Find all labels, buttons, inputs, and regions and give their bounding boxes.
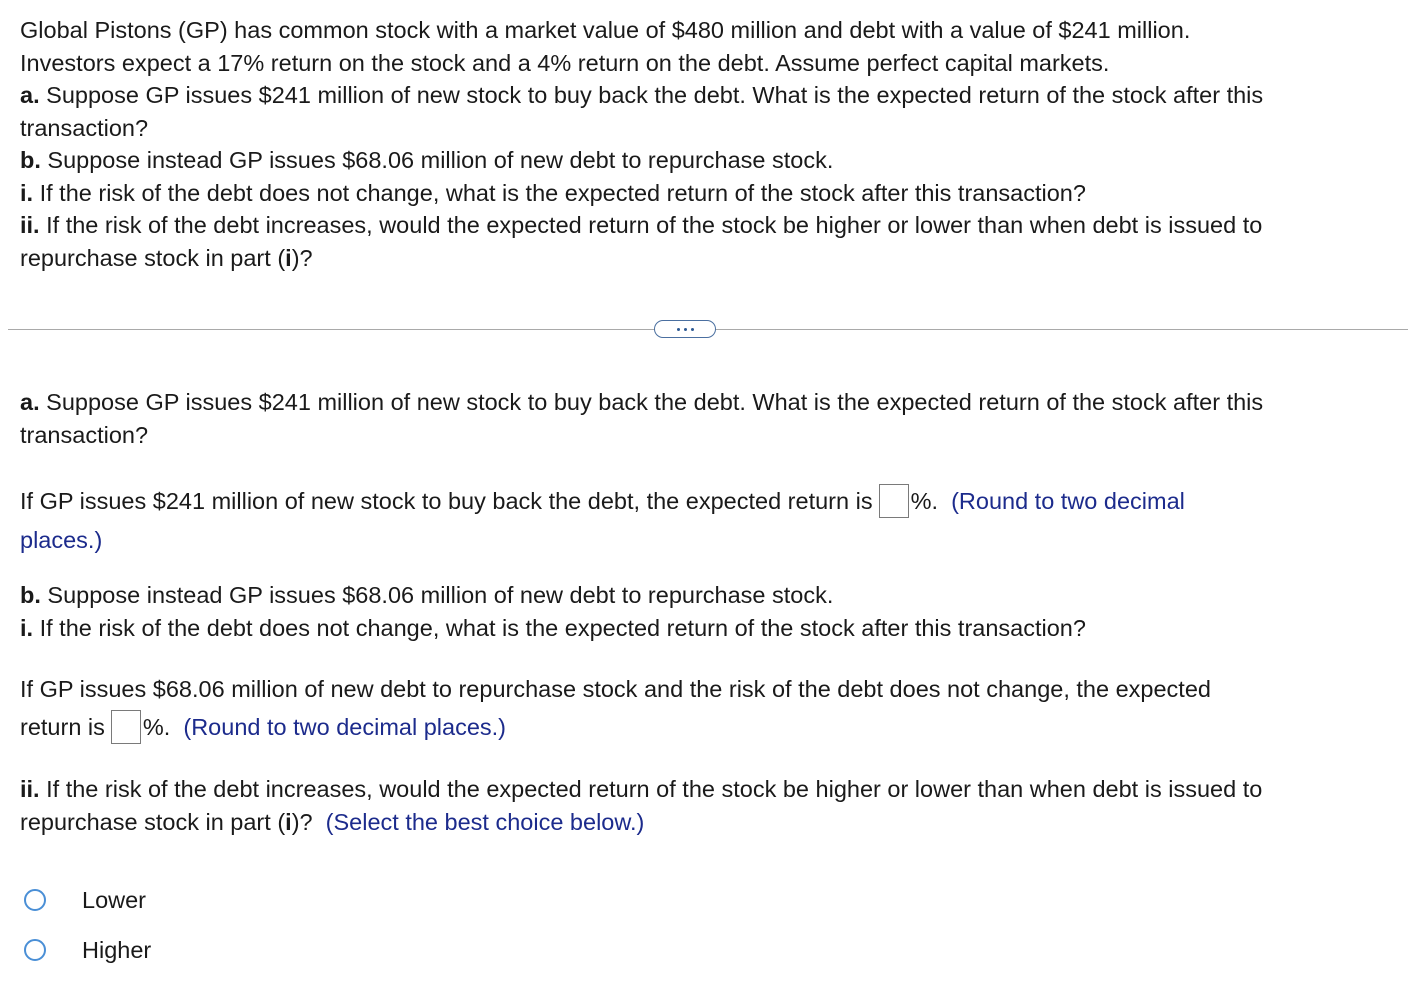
part-a-label: a.	[20, 82, 40, 108]
question-a-answer	[20, 482, 1396, 560]
answer-b-prefix: return is	[20, 714, 105, 740]
question-a-answer-line-1	[20, 482, 1396, 521]
question-c-hint: (Select the best choice below.)	[325, 808, 645, 835]
part-a-text: Suppose GP issues $241 million of new stock to buy back the debt. What is the expected return of the stock after this	[39, 82, 1264, 108]
answer-b-suffix: %.	[142, 714, 171, 740]
answer-b-line-2	[20, 708, 1396, 746]
question-b-text: Suppose instead GP issues $68.06 million of new debt to repurchase stock.	[40, 582, 834, 608]
answer-a-suffix: %.	[910, 488, 939, 514]
choice-higher-label: Higher	[82, 936, 152, 963]
question-a-line-1	[20, 386, 1396, 419]
question-b-answer	[20, 670, 1396, 746]
answer-a-hint: (Round to two decimal	[951, 488, 1185, 514]
question-b-label: b.	[20, 582, 41, 608]
question-c-text-end: )?	[291, 808, 313, 835]
question-c	[20, 773, 1396, 838]
question-a-line-2: transaction?	[20, 421, 149, 448]
question-b-line-1	[20, 579, 1396, 612]
part-bii-text: If the risk of the debt increases, would the expected return of the stock be higher or lower than when debt is issued to	[39, 212, 1263, 238]
choice-lower[interactable]	[24, 885, 147, 915]
question-c-label: ii.	[20, 776, 40, 802]
question-c-text-cont: repurchase stock in part (	[20, 808, 286, 835]
problem-line-1: Global Pistons (GP) has common stock with a market value of $480 million and debt with a value of $241 million.	[20, 17, 1191, 43]
part-bi-label: i.	[20, 179, 34, 206]
question-a	[20, 386, 1396, 451]
expand-button[interactable]	[654, 320, 716, 338]
problem-statement	[20, 14, 1396, 274]
choice-lower-label: Lower	[82, 886, 147, 913]
answer-b-input[interactable]	[111, 710, 141, 744]
question-c-line-2	[20, 806, 1396, 839]
problem-part-bi	[20, 177, 1396, 210]
problem-part-a-cont: transaction?	[20, 114, 149, 141]
problem-part-bii	[20, 209, 1396, 242]
question-bi-text: If the risk of the debt does not change, what is the expected return of the stock after this transaction?	[33, 614, 1086, 641]
ellipsis-icon	[677, 328, 680, 331]
ellipsis-icon	[691, 328, 694, 331]
question-bi-label: i.	[20, 614, 34, 641]
problem-line-2: Investors expect a 17% return on the stock and a 4% return on the debt. Assume perfect capital markets.	[20, 49, 1110, 76]
ellipsis-icon	[684, 328, 687, 331]
part-ref: i	[285, 244, 292, 271]
question-c-ref: i	[285, 808, 292, 835]
question-bi-line	[20, 612, 1396, 645]
part-bi-text: If the risk of the debt does not change, what is the expected return of the stock after this transaction?	[33, 179, 1086, 206]
part-bii-label: ii.	[20, 212, 40, 238]
answer-a-hint-cont: places.)	[20, 527, 103, 553]
part-b-label: b.	[20, 147, 41, 173]
question-c-line-1	[20, 773, 1396, 806]
question-c-text: If the risk of the debt increases, would the expected return of the stock be higher or lower than when debt is issued to	[39, 776, 1263, 802]
answer-b-hint: (Round to two decimal places.)	[183, 714, 507, 740]
radio-lower[interactable]	[24, 889, 46, 911]
answer-a-prefix: If GP issues $241 million of new stock to buy back the debt, the expected return is	[20, 488, 873, 514]
part-b-text: Suppose instead GP issues $68.06 million of new debt to repurchase stock.	[40, 147, 834, 173]
problem-part-a	[20, 79, 1396, 112]
question-a-label: a.	[20, 389, 40, 415]
radio-higher[interactable]	[24, 939, 46, 961]
question-a-text: Suppose GP issues $241 million of new stock to buy back the debt. What is the expected return of the stock after this	[39, 389, 1264, 415]
question-b	[20, 579, 1396, 644]
part-bii-cont-text: repurchase stock in part (	[20, 244, 286, 271]
choice-higher[interactable]	[24, 935, 152, 965]
answer-b-line-1: If GP issues $68.06 million of new debt to repurchase stock and the risk of the debt does not change, the expected	[20, 676, 1211, 702]
part-bii-cont-end: )?	[291, 244, 313, 271]
problem-part-bii-cont	[20, 242, 1396, 275]
answer-a-input[interactable]	[879, 484, 909, 518]
problem-part-b	[20, 144, 1396, 177]
